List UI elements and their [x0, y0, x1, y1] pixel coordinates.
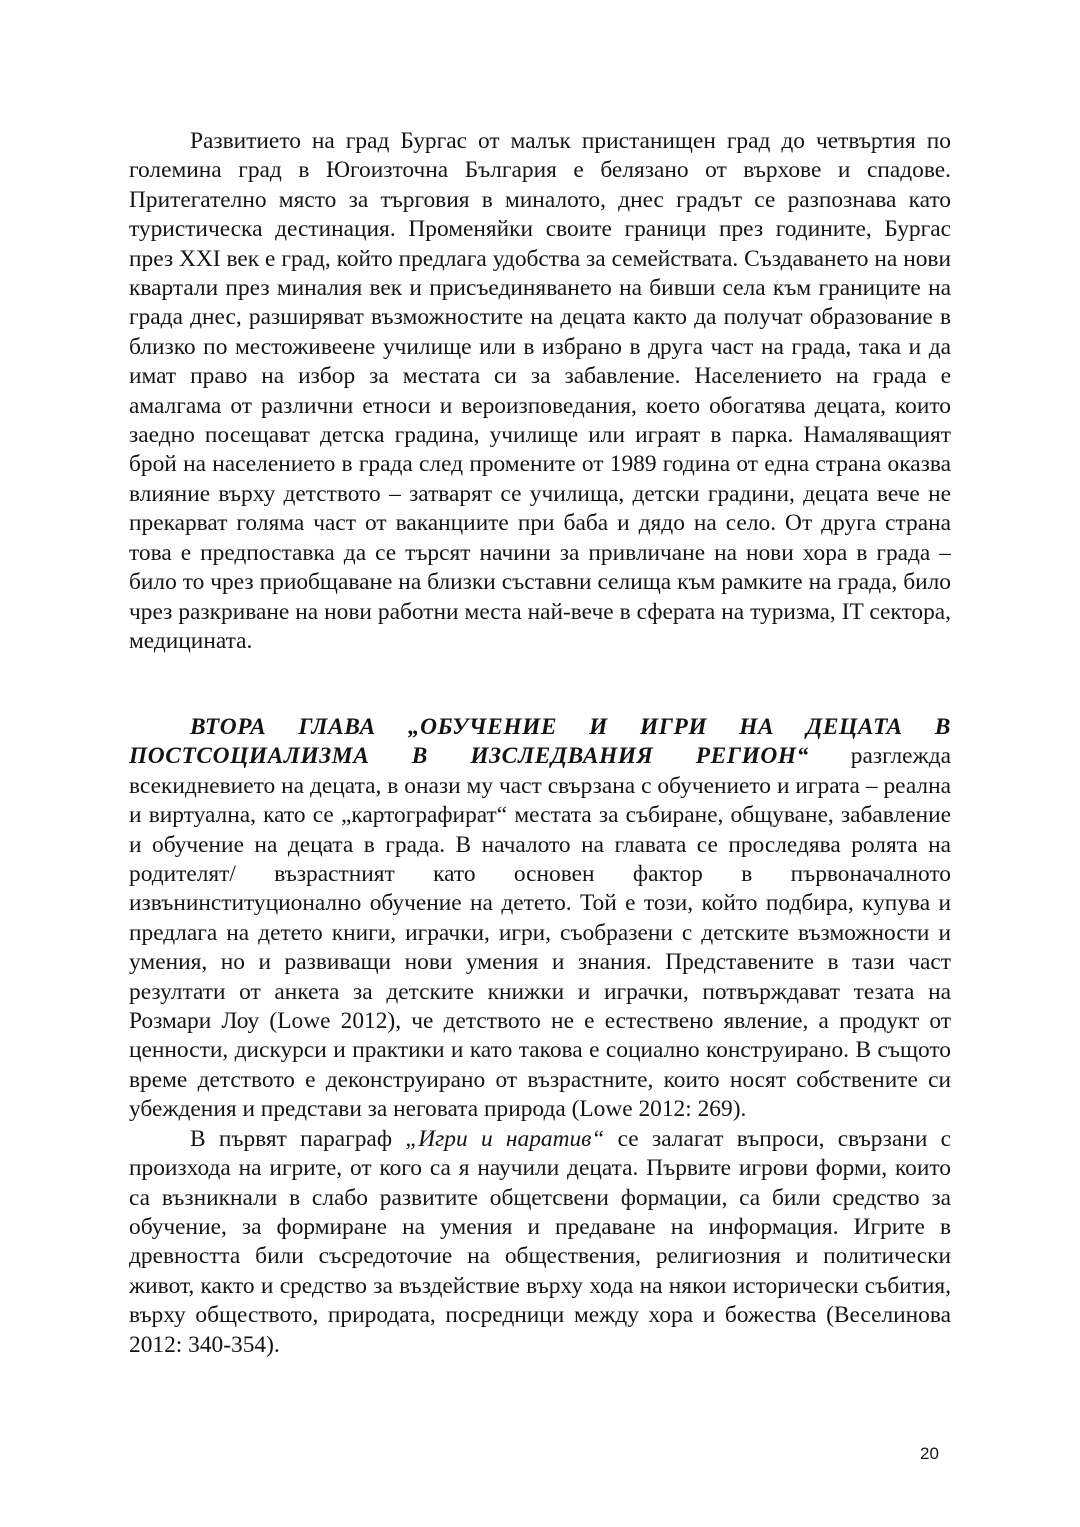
games-narrative-section-title: „Игри и наратив“ — [405, 1125, 605, 1152]
body-text-section-2 — [129, 713, 951, 1360]
paragraph-games-narrative — [129, 1125, 951, 1360]
paragraph-burgas-development: Развитието на град Бургас от малък пристанищен град до четвъртия по големина град в Югоизточна България е белязано от върхове и спадове. Притегателно място за търговия в миналото, днес градът се разпознава като туристическа дестинация. Променяйки своите граници през годините, Бургас през XXI век е град, който предлага удобства за семействата. Създаването на нови квартали през миналия век и присъединяването на бивши села към границите на града днес, разширяват възможностите на децата както да получат образование в близко по местоживеене училище или в избрано в друга част на града, така и да имат право на избор за местата си за забавление. Населението на града е амалгама от различни етноси и вероизповедания, което обогатява децата, които заедно посещават детска градина, училище или играят в парка. Намаляващият брой на населението в града след промените от 1989 година от една страна оказва влияние върху детството – затварят се училища, детски градини, децата вече не прекарват голяма част от ваканциите при баба и дядо на село. От друга страна това е предпоставка да се търсят начини за привличане на нови хора в града – било то чрез приобщаване на близки съставни селища към рамките на града, било чрез разкриване на нови работни места най-вече в сферата на туризма, IT сектора, медицината. — [129, 128, 951, 654]
chapter-two-title: ВТОРА ГЛАВА „ОБУЧЕНИЕ И ИГРИ НА ДЕЦАТА В ПОСТСОЦИАЛИЗМА В ИЗСЛЕДВАНИЯ РЕГИОН“ — [129, 714, 951, 770]
chapter-two-text: разглежда всекидневието на децата, в онази му част свързана с обучението и играта – реална и виртуална, като се „картографират“ местата за събиране, общуване, забавление и обучение на децата в града. В началото на главата се проследява ролята на родителят/ възрастният като основен фактор в първоначалното извънинституционално обучение на детето. Той е този, който подбира, купува и предлага на детето книги, играчки, игри, съобразени с детските възможности и умения, но и развиващи нови умения и знания. Представените в тази част резултати от анкета за детските книжки и играчки, потвърждават тезата на Розмари Лоу (Lowe 2012), че детството не е естествено явление, а продукт от ценности, дискурси и практики и като такова е социално конструирано. В същото време детството е деконструирано от възрастните, които носят собствените си убеждения и представи за неговата природа (Lowe 2012: 269). — [129, 743, 951, 1123]
page-number: 20 — [920, 1444, 939, 1463]
games-narrative-text: се залагат въпроси, свързани с произхода на игрите, от кого са я научили децата. Първите игрови форми, които са възникнали в слабо развитите общетсвени формации, са били средство за обучение, за формиране на умения и предаване на информация. Игрите в древността били съсредоточие на обществения, религиозния и политически живот, както и средство за въздействие върху хода на някои исторически събития, върху обществото, природата, посредници между хора и божества (Веселинова 2012: 340-354). — [129, 1125, 951, 1358]
paragraph-chapter-two — [129, 713, 951, 1125]
games-narrative-intro: В първят параграф — [190, 1125, 406, 1152]
body-text-section-1 — [129, 127, 951, 656]
